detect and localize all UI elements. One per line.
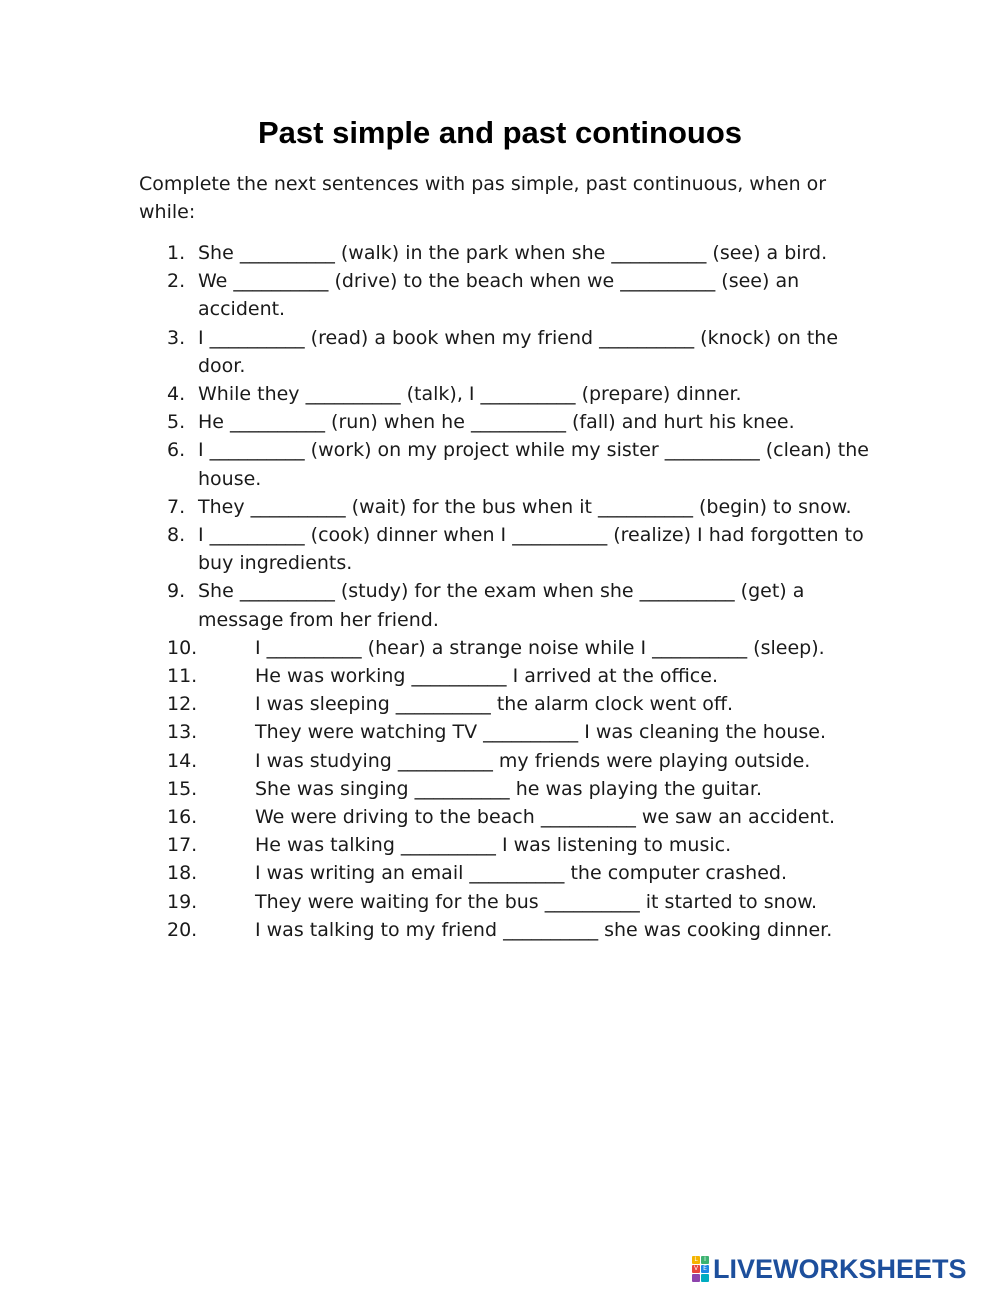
item-text: I __________ (read) a book when my friend __________ (knock) on the door.	[198, 326, 839, 377]
liveworksheets-logo	[692, 1254, 967, 1284]
item-number: 10.	[167, 636, 198, 659]
list-item	[167, 380, 872, 408]
item-text: They __________ (wait) for the bus when it __________ (begin) to snow.	[198, 495, 852, 518]
item-text: I __________ (hear) a strange noise while I __________ (sleep).	[255, 636, 825, 659]
list-item	[167, 831, 872, 859]
list-item	[167, 775, 872, 803]
item-text: He was working __________ I arrived at the office.	[255, 665, 718, 688]
item-text: We were driving to the beach __________ we saw an accident.	[255, 806, 836, 829]
logo-mark-cell: V	[693, 1265, 699, 1272]
item-number: 9.	[167, 580, 186, 603]
item-number: 4.	[167, 383, 186, 406]
item-number: 1.	[167, 242, 186, 264]
item-text: I was talking to my friend __________ she was cooking dinner.	[255, 918, 833, 941]
instructions: Complete the next sentences with pas simple, past continuous, when or while:	[139, 173, 827, 223]
list-item	[167, 436, 872, 492]
item-number: 15.	[167, 777, 198, 800]
item-text: While they __________ (talk), I __________ (prepare) dinner.	[198, 383, 742, 406]
item-number: 3.	[167, 326, 186, 349]
logo-mark-cell: E	[701, 1265, 709, 1273]
logo-mark-cell: L	[692, 1256, 700, 1264]
item-number: 11.	[167, 665, 198, 688]
item-number: 6.	[167, 439, 186, 462]
item-number: 12.	[167, 693, 198, 716]
item-number: 13.	[167, 721, 198, 744]
logo-mark-cell: I	[701, 1256, 709, 1264]
list-item	[167, 662, 872, 690]
list-item	[167, 747, 872, 775]
list-item	[167, 408, 872, 436]
item-text: She __________ (study) for the exam when she __________ (get) a message from her friend.	[198, 580, 805, 631]
list-item	[167, 493, 872, 521]
item-text: We __________ (drive) to the beach when we __________ (see) an accident.	[198, 270, 800, 321]
item-text: I __________ (cook) dinner when I __________ (realize) I had forgotten to buy ingredients.	[198, 524, 864, 575]
list-item	[167, 634, 872, 662]
item-number: 14.	[167, 749, 198, 772]
item-text: He was talking __________ I was listening to music.	[255, 834, 732, 857]
item-text: I was sleeping __________ the alarm clock went off.	[255, 693, 734, 716]
logo-text: LIVEWORKSHEETS	[713, 1254, 967, 1284]
item-number: 2.	[167, 270, 186, 293]
item-text: I was studying __________ my friends were playing outside.	[255, 749, 811, 772]
exercise-list	[167, 239, 872, 944]
item-number: 8.	[167, 524, 186, 547]
list-item	[167, 690, 872, 718]
list-item	[167, 521, 872, 577]
logo-mark-icon	[692, 1256, 709, 1282]
list-item	[167, 916, 872, 944]
list-item	[167, 577, 872, 633]
item-number: 5.	[167, 411, 186, 434]
item-number: 16.	[167, 806, 198, 829]
list-item	[167, 888, 872, 916]
list-item	[167, 718, 872, 746]
item-number: 7.	[167, 495, 186, 518]
item-number: 17.	[167, 834, 198, 857]
item-text: I __________ (work) on my project while my sister __________ (clean) the house.	[198, 439, 869, 490]
list-item	[167, 324, 872, 380]
logo-mark-cell	[692, 1274, 700, 1282]
item-text: I was writing an email __________ the computer crashed.	[255, 862, 787, 885]
item-number: 20.	[167, 918, 198, 941]
list-item	[167, 803, 872, 831]
item-number: 19.	[167, 890, 198, 913]
page-title: Past simple and past continouos	[257, 115, 743, 150]
list-item	[167, 239, 872, 267]
item-text: They were waiting for the bus __________ it started to snow.	[255, 890, 818, 913]
item-text: She was singing __________ he was playing the guitar.	[255, 777, 763, 800]
logo-mark-cell	[701, 1274, 709, 1282]
item-text: She __________ (walk) in the park when she __________ (see) a bird.	[198, 242, 828, 264]
list-item	[167, 859, 872, 887]
item-number: 18.	[167, 862, 198, 885]
list-item	[167, 267, 872, 323]
item-text: He __________ (run) when he __________ (fall) and hurt his knee.	[198, 411, 795, 434]
item-text: They were watching TV __________ I was cleaning the house.	[255, 721, 827, 744]
